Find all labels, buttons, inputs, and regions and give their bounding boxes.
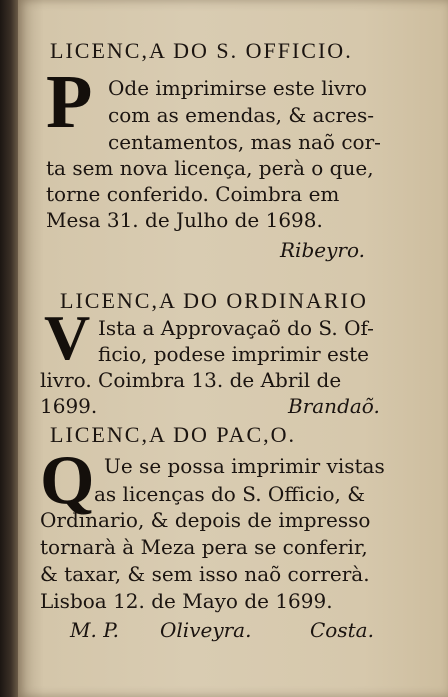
text-line: torne conferido. Coimbra em [46,182,340,206]
text-line: livro. Coimbra 13. de Abril de [40,368,342,392]
text-line: ficio, podese imprimir este [98,342,370,366]
signature-brandao: Brandaõ. [288,394,380,418]
text-line: Ordinario, & depois de impresso [40,508,371,532]
text-line: com as emendas, & acres- [108,103,375,127]
text-line: 1699. [40,394,98,418]
dropcap-p: P [46,60,93,144]
text-line: ta sem nova licença, perà o que, [46,156,374,180]
text-line: & taxar, & sem isso naõ correrà. [40,562,370,586]
text-line: Ue se possa imprimir vistas [104,454,385,478]
text-line: Lisboa 12. de Mayo de 1699. [40,589,333,613]
heading-santo-officio: LICENC,A DO S. OFFICIO. [50,38,353,63]
signature-ribeyro: Ribeyro. [280,238,365,262]
signature-oliveyra: Oliveyra. [160,618,252,642]
heading-paco: LICENC,A DO PAC,O. [50,422,297,447]
text-line: tornarà à Meza pera se conferir, [40,535,368,559]
heading-ordinario: LICENC,A DO ORDINARIO [60,288,368,313]
text-line: Ista a Approvaçaõ do S. Of- [98,316,374,340]
dropcap-v: V [44,302,91,373]
text-line: centamentos, mas naõ cor- [108,130,381,154]
signature-mp: M. P. [70,618,119,642]
text-line: Ode imprimirse este livro [108,76,367,100]
book-page [18,0,448,697]
dropcap-q: Q [40,442,95,519]
text-line: as licenças do S. Officio, & [94,482,366,506]
page-gutter [0,0,18,697]
text-line: Mesa 31. de Julho de 1698. [46,208,323,232]
signature-costa: Costa. [310,618,374,642]
